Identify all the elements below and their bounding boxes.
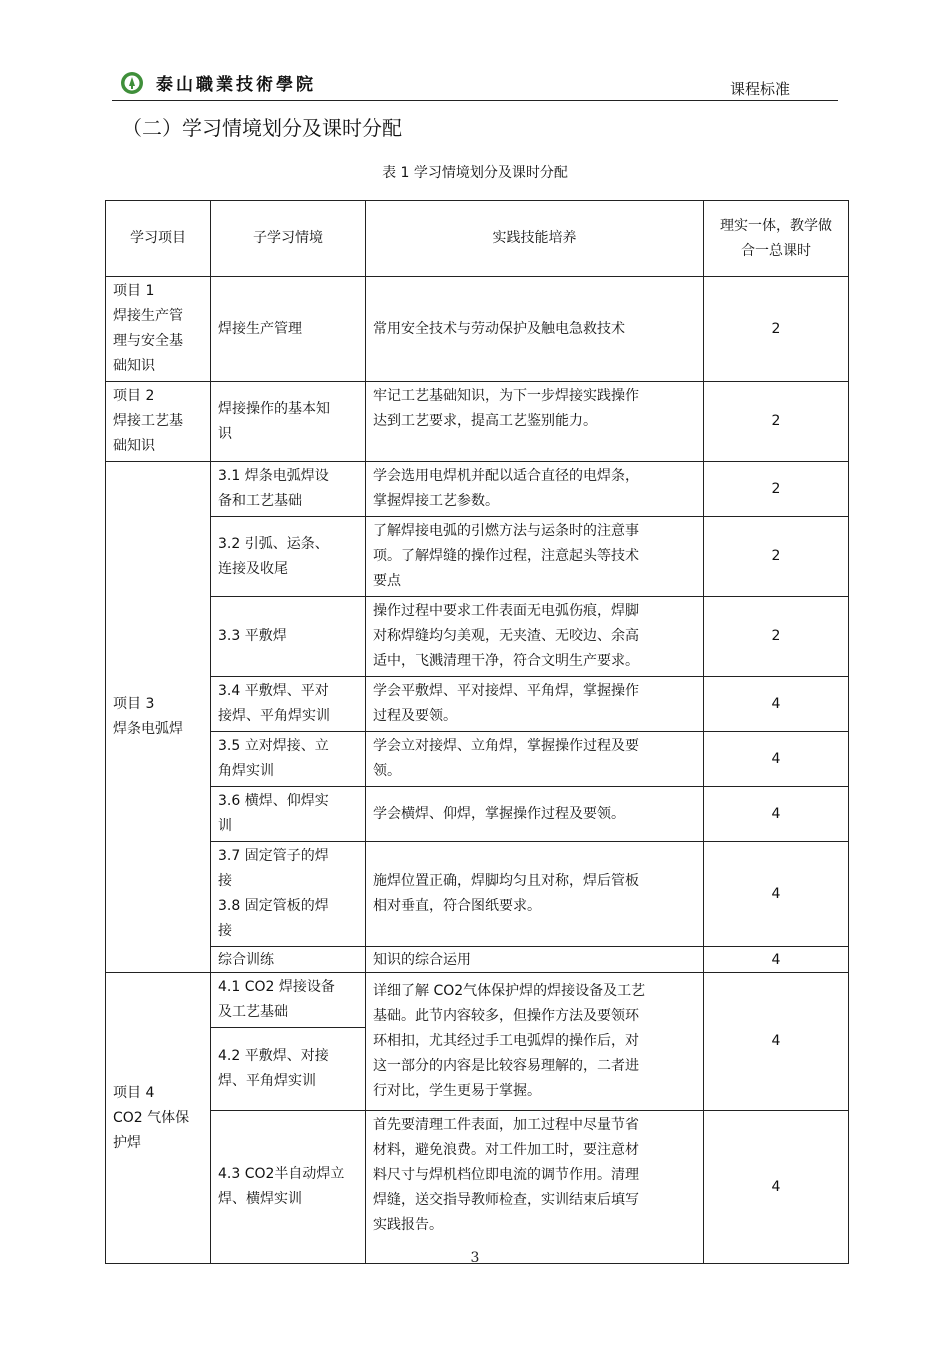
table-row [106,677,849,732]
table-row [106,947,849,973]
sub-context-cell: 3.5 立对焊接、立 角焊实训 [211,732,366,787]
table-row [106,973,849,1028]
sub-context-cell: 4.2 平敷焊、对接 焊、平角焊实训 [211,1028,366,1111]
page-number: 3 [470,1250,480,1266]
table-row [106,842,849,947]
page-header [112,66,838,101]
hours-cell: 2 [704,277,849,382]
skill-cell: 牢记工艺基础知识，为下一步焊接实践操作 达到工艺要求，提高工艺鉴别能力。 [366,382,704,462]
hours-cell: 2 [704,462,849,517]
school-logo [120,70,316,95]
skill-cell: 了解焊接电弧的引燃方法与运条时的注意事 项。了解焊缝的操作过程，注意起头等技术 要点 [366,517,704,597]
schedule-table [105,200,849,1264]
project-cell: 项目 1 焊接生产管 理与安全基 础知识 [106,277,211,382]
hours-cell: 4 [704,973,849,1111]
hours-cell: 4 [704,677,849,732]
header-skill: 实践技能培养 [366,201,704,277]
table-row [106,277,849,382]
skill-cell: 详细了解 CO2气体保护焊的焊接设备及工艺 基础。此节内容较多，但操作方法及要领环 环相扣，尤其经过手工电弧焊的操作后，对 这一部分的内容是比较容易理解的，二者进 行对比，学生更易于掌握。 [366,973,704,1111]
hours-cell: 4 [704,787,849,842]
section-title: （二）学习情境划分及课时分配 [122,116,402,140]
hours-cell: 2 [704,517,849,597]
header-project: 学习项目 [106,201,211,277]
skill-cell: 学会平敷焊、平对接焊、平角焊，掌握操作 过程及要领。 [366,677,704,732]
school-emblem-icon [120,71,144,95]
table-row [106,462,849,517]
sub-context-cell: 焊接生产管理 [211,277,366,382]
project-cell: 项目 4 CO2 气体保 护焊 [106,973,211,1264]
sub-context-cell: 综合训练 [211,947,366,973]
sub-context-cell: 3.4 平敷焊、平对 接焊、平角焊实训 [211,677,366,732]
skill-cell: 施焊位置正确，焊脚均匀且对称，焊后管板 相对垂直，符合图纸要求。 [366,842,704,947]
skill-cell: 学会横焊、仰焊，掌握操作过程及要领。 [366,787,704,842]
sub-context-cell: 3.1 焊条电弧焊设 备和工艺基础 [211,462,366,517]
skill-cell: 知识的综合运用 [366,947,704,973]
sub-context-cell: 焊接操作的基本知 识 [211,382,366,462]
table-row [106,1111,849,1264]
sub-context-cell: 4.3 CO2半自动焊立 焊、横焊实训 [211,1111,366,1264]
header-hours: 理实一体，教学做 合一总课时 [704,201,849,277]
skill-cell: 操作过程中要求工件表面无电弧伤痕，焊脚 对称焊缝均匀美观，无夹渣、无咬边、余高 适中，飞溅清理干净，符合文明生产要求。 [366,597,704,677]
skill-cell: 首先要清理工件表面，加工过程中尽量节省 材料，避免浪费。对工件加工时，要注意材 料尺寸与焊机档位即电流的调节作用。清理 焊缝，送交指导教师检查，实训结束后填写 实践报告。 [366,1111,704,1264]
sub-context-cell: 3.7 固定管子的焊 接 3.8 固定管板的焊 接 [211,842,366,947]
skill-cell: 学会立对接焊、立角焊，掌握操作过程及要 领。 [366,732,704,787]
hours-cell: 4 [704,1111,849,1264]
sub-context-cell: 3.3 平敷焊 [211,597,366,677]
table-caption: 表 1 学习情境划分及课时分配 [382,165,568,181]
hours-cell: 4 [704,947,849,973]
school-name: 泰山職業技術學院 [156,75,316,95]
header-sub-context: 子学习情境 [211,201,366,277]
project-cell: 项目 2 焊接工艺基 础知识 [106,382,211,462]
skill-cell: 常用安全技术与劳动保护及触电急救技术 [366,277,704,382]
sub-context-cell: 3.6 横焊、仰焊实 训 [211,787,366,842]
table-header-row [106,201,849,277]
hours-cell: 4 [704,732,849,787]
hours-cell: 2 [704,382,849,462]
hours-cell: 2 [704,597,849,677]
sub-context-cell: 3.2 引弧、运条、 连接及收尾 [211,517,366,597]
sub-context-cell: 4.1 CO2 焊接设备 及工艺基础 [211,973,366,1028]
document-type: 课程标准 [729,80,790,98]
table-row [106,382,849,462]
skill-cell: 学会选用电焊机并配以适合直径的电焊条， 掌握焊接工艺参数。 [366,462,704,517]
project-cell: 项目 3 焊条电弧焊 [106,462,211,973]
table-row [106,517,849,597]
hours-cell: 4 [704,842,849,947]
table-row [106,732,849,787]
table-row [106,597,849,677]
table-row [106,787,849,842]
